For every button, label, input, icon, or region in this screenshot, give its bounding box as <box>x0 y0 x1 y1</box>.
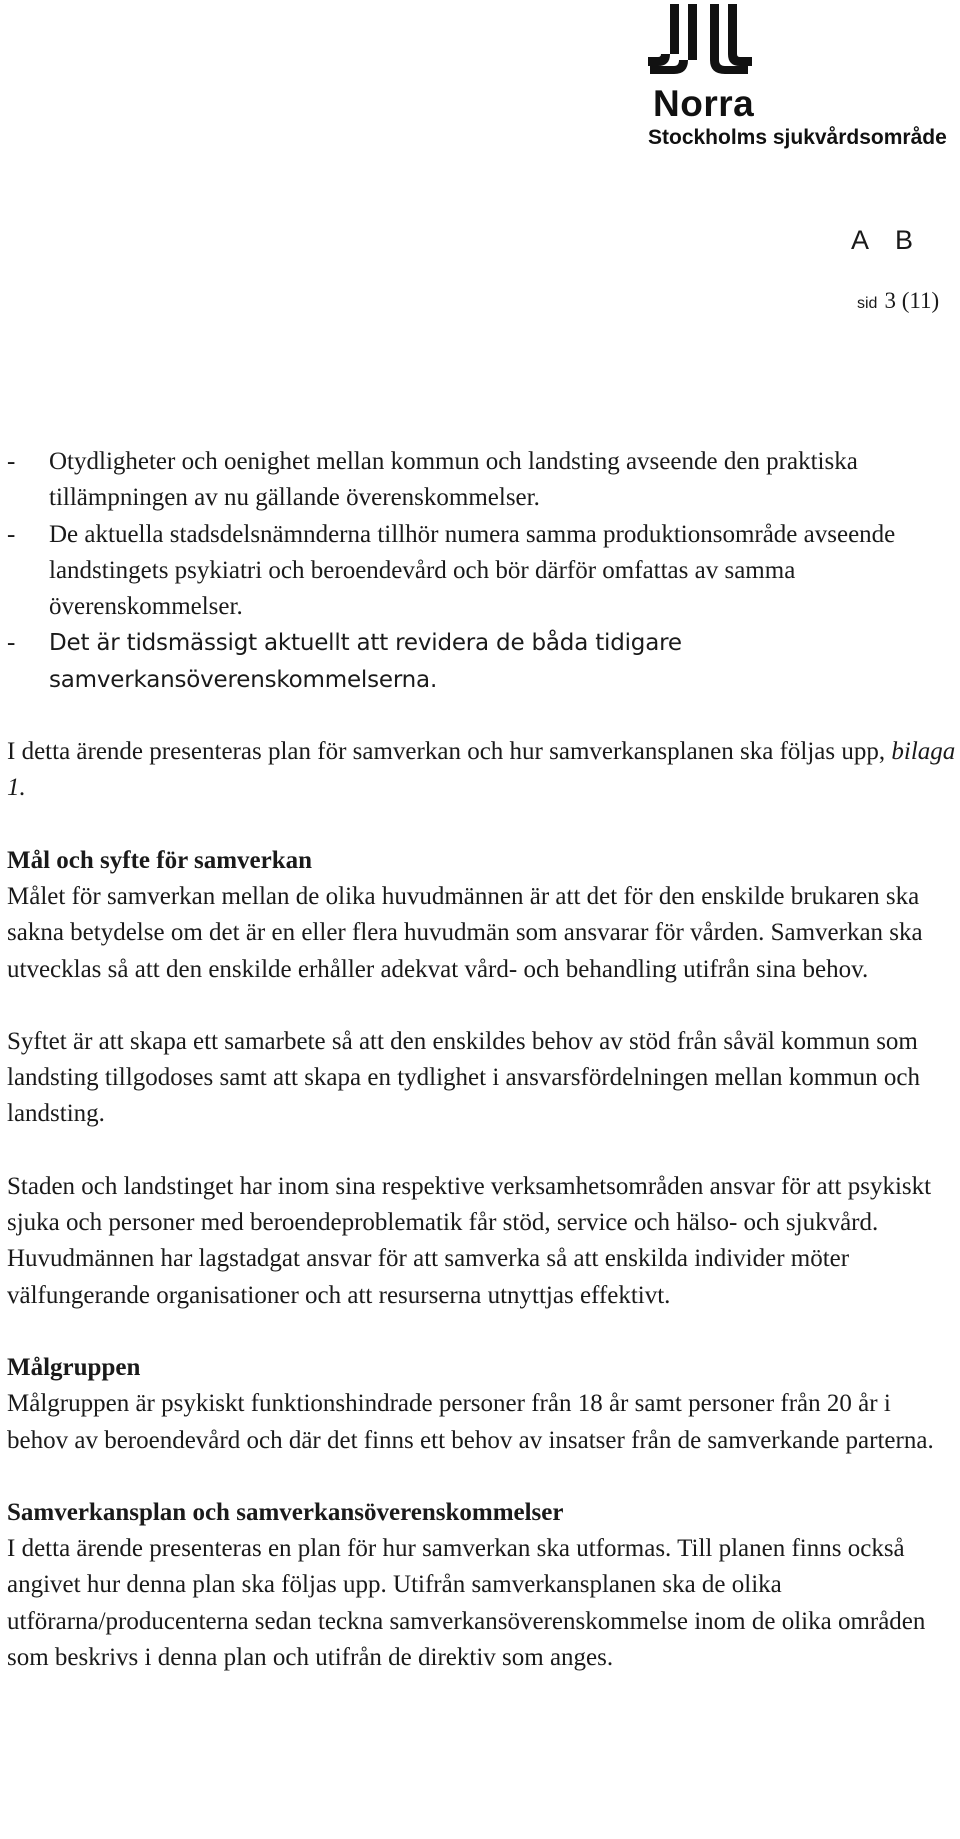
bullet-text: Otydligheter och oenighet mellan kommun och landsting avseende den praktiska tillämpningen av nu gällande överenskommelser. <box>49 448 858 512</box>
list-item <box>7 625 957 698</box>
paragraph: Syftet är att skapa ett samarbete så att den enskildes behov av stöd från såväl kommun som landsting tillgodoses samt att skapa en tydlighet i ansvarsfördelningen mellan kommun och landsting. <box>7 1027 921 1128</box>
document-marker: A B <box>851 225 924 255</box>
intro-paragraph <box>7 734 957 807</box>
document-body <box>7 444 957 1676</box>
page-label: sid <box>857 295 878 312</box>
list-item <box>7 517 957 626</box>
bullet-text: Det är tidsmässigt aktuellt att revidera de båda tidigare samverkansöverenskommelserna. <box>49 630 682 693</box>
list-item <box>7 444 957 517</box>
intro-text: I detta ärende presenteras plan för samverkan och hur samverkansplanen ska följas upp, <box>7 738 886 766</box>
section-heading-goals: Mål och syfte för samverkan <box>7 846 313 874</box>
logo-subtitle: Stockholms sjukvårdsområde <box>648 126 947 149</box>
page-number-value: 3 (11) <box>884 288 940 313</box>
logo-mark-icon <box>648 4 778 80</box>
paragraph: Målet för samverkan mellan de olika huvudmännen är att det för den enskilde brukaren ska sakna betydelse om det är en eller flera huvudmän som ansvarar för vården. Samverkan ska utvecklas så att den enskilde erhåller adekvat vård- och behandling utifrån sina behov. <box>7 882 923 983</box>
organization-logo <box>648 4 960 154</box>
paragraph: Målgruppen är psykiskt funktionshindrade personer från 18 år samt personer från 20 år i behov av beroendevård och där det finns ett behov av insatser från de samverkande parterna. <box>7 1390 934 1454</box>
bullet-text: De aktuella stadsdelsnämnderna tillhör numera samma produktionsområde avseende landstingets psykiatri och beroendevård och bör därför omfattas av samma överenskommelser. <box>49 520 896 621</box>
bullet-list <box>7 444 957 698</box>
logo-name: Norra <box>653 83 755 124</box>
bullet-dash: - <box>7 520 16 548</box>
paragraph: Staden och landstinget har inom sina respektive verksamhetsområden ansvar för att psykiskt sjuka och personer med beroendeproblematik får stöd, service och hälso- och sjukvård. Huvudmännen har lagstadgat ansvar för att samverka så att enskilda individer möter välfungerande organisationer och att resurserna utnyttjas effektivt. <box>7 1172 932 1309</box>
attachment-reference: bilaga 1. <box>7 738 956 802</box>
paragraph: I detta ärende presenteras en plan för hur samverkan ska utformas. Till planen finns också angivet hur denna plan ska följas upp. Utifrån samverkansplanen ska de olika utförarna/producenterna sedan teckna samverkansöverenskommelse inom de olika områden som beskrivs i denna plan och utifrån de direktiv som anges. <box>7 1535 926 1672</box>
section-heading-cooperation-plan: Samverkansplan och samverkansöverenskommelser <box>7 1498 564 1526</box>
bullet-dash: - <box>7 629 16 657</box>
section-heading-target-group: Målgruppen <box>7 1353 141 1381</box>
bullet-dash: - <box>7 448 16 475</box>
page-number <box>857 288 939 314</box>
